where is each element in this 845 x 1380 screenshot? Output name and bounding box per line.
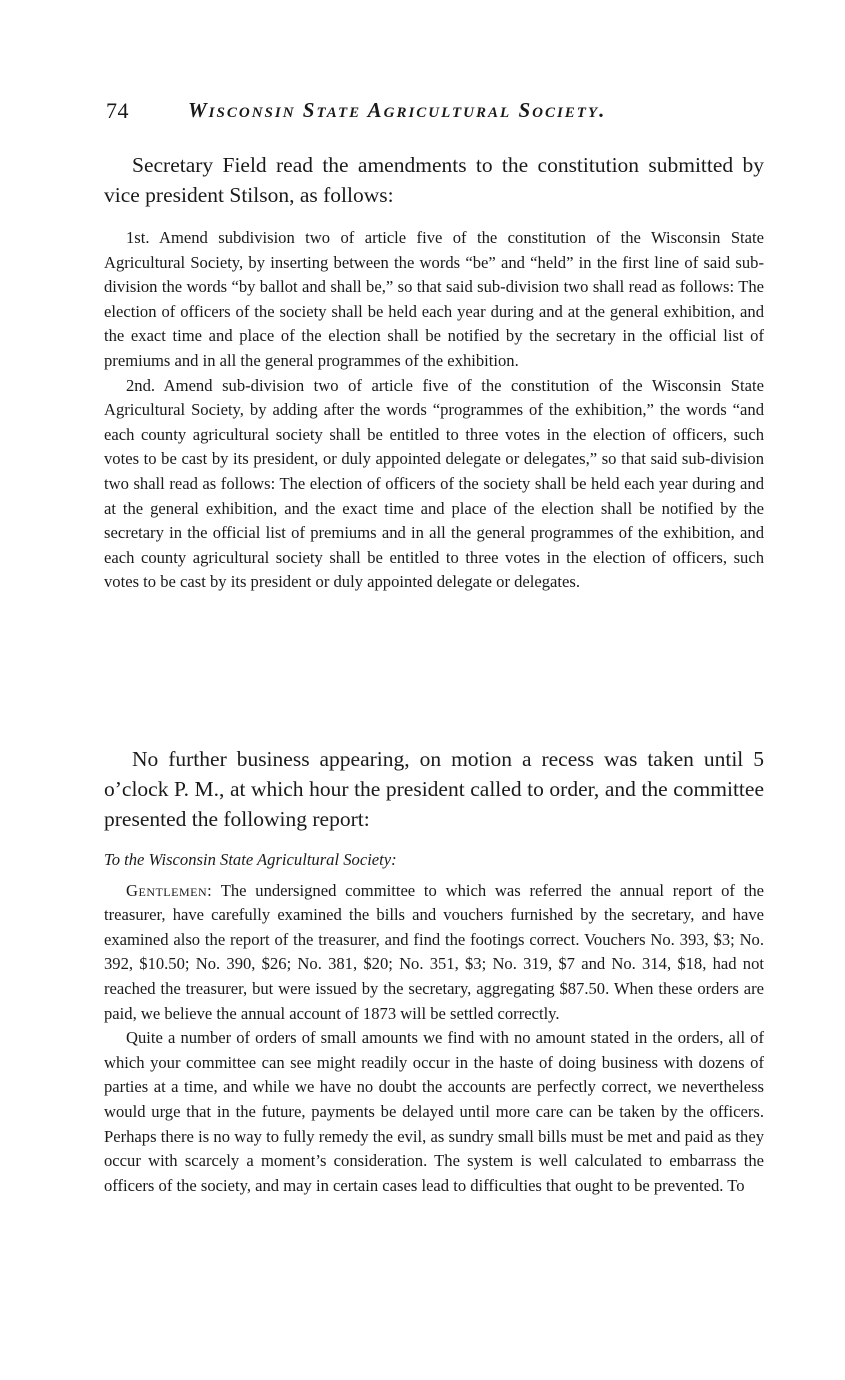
amendment-first: 1st. Amend subdivision two of article five of the constitution of the Wisconsin State Agricultural Society, by inserting between the words “be” and “held” in the first line of said sub-division the words “by ballot and shall be,” so that said sub-division two shall read as follows: The election of officers of the society shall be held each year during and at the general exhibition, and the exact time and place of the election shall be notified by the secretary in the official list of premiums and in all the general programmes of the exhibition. [104,228,764,370]
recess-paragraph-block [104,744,764,834]
running-title: Wisconsin State Agricultural Society. [188,98,607,122]
committee-report [104,848,764,1198]
report-paragraph-2: Quite a number of orders of small amounts we find with no amount stated in the orders, all of which your committee can see might readily occur in the haste of doing business with dozens of parties at a time, and while we have no doubt the accounts are perfectly correct, we nevertheless would urge that in the future, payments be delayed until more care can be taken by the officers. Perhaps there is no way to fully remedy the evil, as sundry small bills must be met and paid as they occur with scarcely a moment’s consideration. The system is well calculated to embarrass the officers of the society, and may in certain cases lead to difficulties that ought to be prevented. To [104,1028,764,1195]
report-paragraph-1-text: The undersigned committee to which was referred the annual report of the treasurer, have carefully examined the bills and vouchers furnished by the secretary, and have examined also the report of the treasurer, and find the footings correct. Vouchers No. 393, $3; No. 392, $10.50; No. 390, $26; No. 381, $20; No. 351, $3; No. 319, $7 and No. 314, $18, had not reached the treasurer, but were issued by the secretary, aggregating $87.50. When these orders are paid, we believe the annual account of 1873 will be settled correctly. [104,880,764,1023]
amendments-block [104,226,764,595]
page-number: 74 [106,98,129,123]
report-paragraph-1 [104,879,764,1027]
intro-paragraph-block [104,150,764,210]
gentlemen-label: Gentlemen: [126,880,213,900]
intro-paragraph: Secretary Field read the amendments to the constitution submitted by vice president Stilson, as follows: [104,153,764,207]
report-salutation: To the Wisconsin State Agricultural Society: [104,850,397,869]
page-header [102,98,762,134]
amendment-second: 2nd. Amend sub-division two of article five of the constitution of the Wisconsin State Agricultural Society, by adding after the words “programmes of the exhibition,” the words “and each county agricultural society shall be entitled to three votes in the election of officers, such votes to be cast by its president, or duly appointed delegate or delegates,” so that said sub-division two shall read as follows: The election of officers of the society shall be held each year during and at the general exhibition, and the exact time and place of the election shall be notified by the secretary in the official list of premiums and in all the general programmes of the exhibition, and each county agricultural society shall be entitled to three votes in the election of officers, such votes to be cast by its president or duly appointed delegate or delegates. [104,375,764,592]
recess-paragraph: No further business appearing, on motion a recess was taken until 5 o’clock P. M., at which hour the president called to order, and the committee presented the following report: [104,747,764,831]
